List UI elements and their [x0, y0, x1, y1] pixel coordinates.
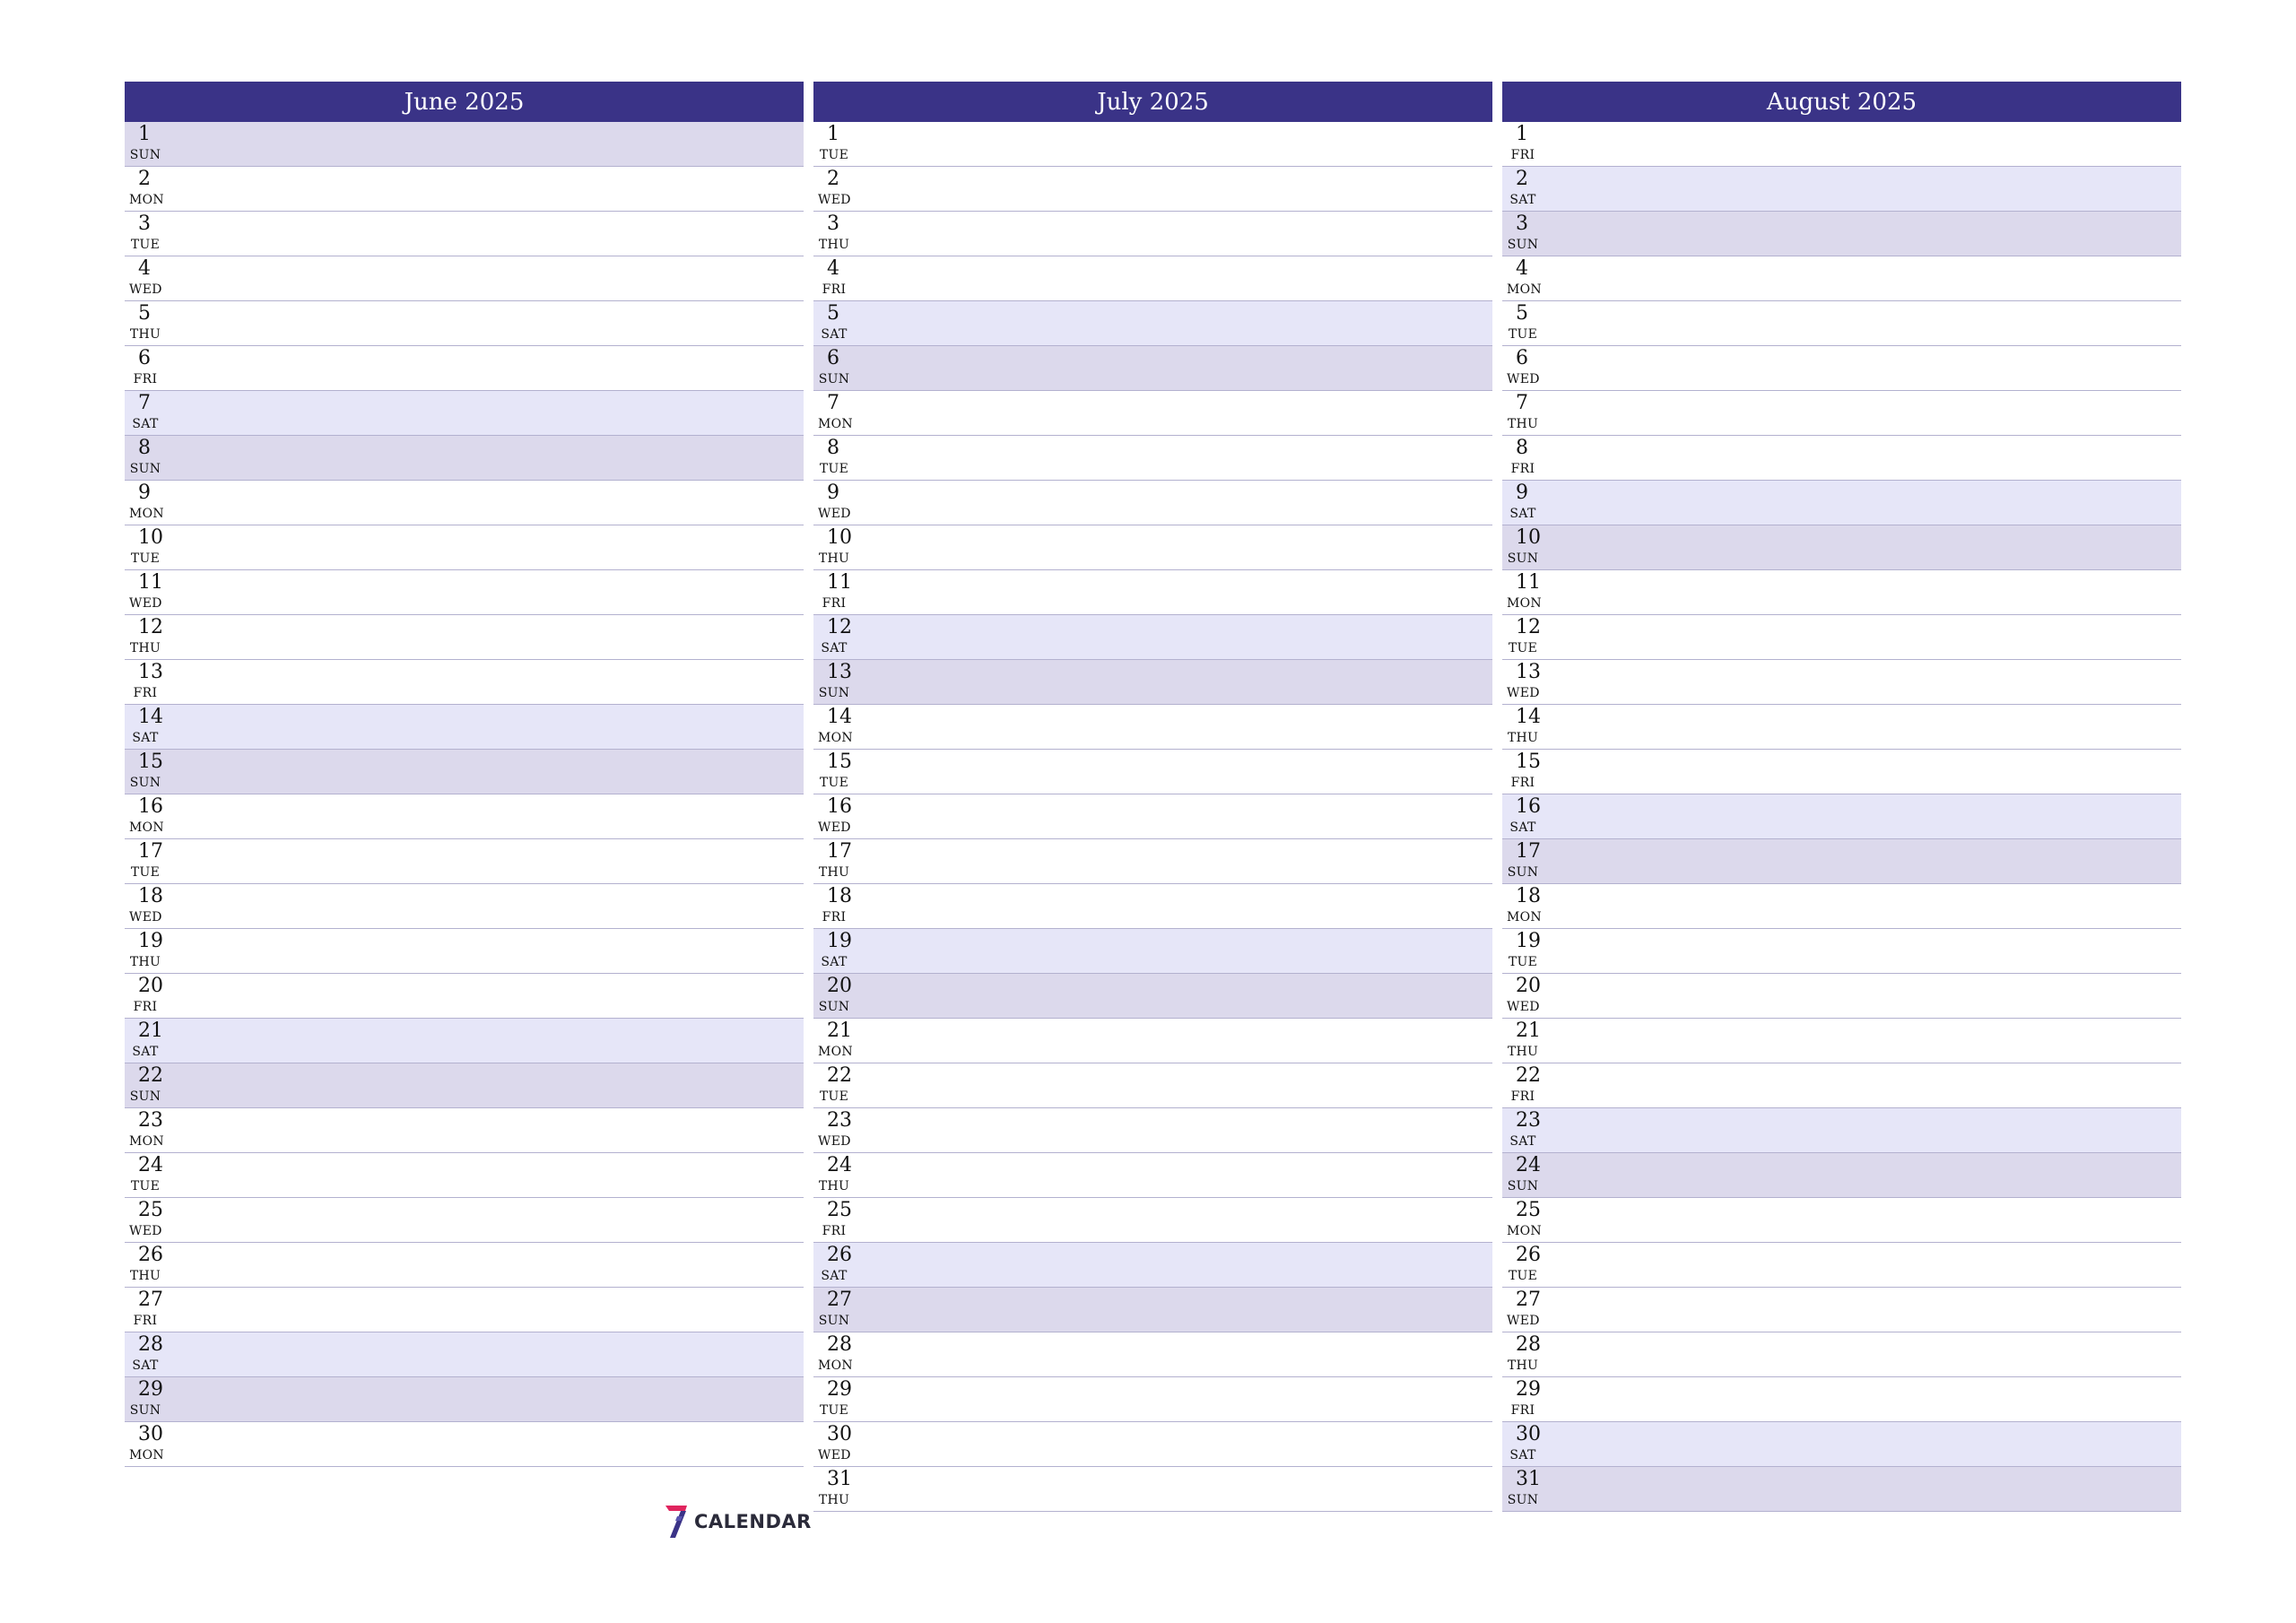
day-of-week: SAT: [821, 955, 848, 969]
day-number: 24: [138, 1154, 163, 1176]
day-number: 11: [827, 571, 852, 594]
day-row: [1502, 346, 2181, 391]
day-row: [813, 615, 1492, 660]
day-of-week: TUE: [819, 1403, 849, 1418]
day-row: [125, 167, 804, 212]
day-number: 14: [827, 706, 852, 728]
day-of-week: MON: [129, 193, 164, 207]
day-row: [813, 794, 1492, 839]
day-row: [813, 167, 1492, 212]
day-row: [125, 481, 804, 525]
day-of-week: THU: [129, 955, 161, 969]
day-of-week: THU: [1507, 1045, 1539, 1059]
day-of-week: SUN: [818, 1000, 850, 1014]
day-of-week: SAT: [821, 1269, 848, 1283]
day-number: 3: [138, 213, 151, 235]
day-of-week: THU: [129, 1269, 161, 1283]
day-row: [813, 1422, 1492, 1467]
month-header: June 2025: [125, 82, 804, 122]
day-number: 16: [138, 795, 163, 818]
day-number: 2: [827, 168, 839, 190]
day-number: 1: [827, 123, 839, 145]
day-of-week: MON: [818, 1358, 853, 1373]
day-of-week: SAT: [1509, 193, 1536, 207]
day-row: [1502, 750, 2181, 794]
day-row: [125, 1332, 804, 1377]
day-of-week: WED: [129, 282, 162, 297]
day-of-week: FRI: [822, 1224, 847, 1238]
day-row: [813, 750, 1492, 794]
day-of-week: SAT: [132, 1045, 159, 1059]
day-row: [813, 212, 1492, 256]
day-number: 10: [827, 526, 852, 549]
day-of-week: WED: [818, 1134, 851, 1149]
day-row: [125, 346, 804, 391]
day-row: [1502, 256, 2181, 301]
day-of-week: FRI: [1510, 776, 1535, 790]
day-row: [813, 436, 1492, 481]
day-row: [125, 929, 804, 974]
day-row: [1502, 660, 2181, 705]
day-row: [125, 794, 804, 839]
day-row: [813, 929, 1492, 974]
day-of-week: TUE: [819, 1089, 849, 1104]
day-of-week: TUE: [130, 238, 161, 252]
day-number: 29: [138, 1378, 163, 1401]
day-of-week: TUE: [819, 462, 849, 476]
day-number: 5: [138, 302, 151, 325]
day-row: [125, 525, 804, 570]
day-number: 6: [138, 347, 151, 369]
day-of-week: WED: [818, 193, 851, 207]
day-of-week: MON: [129, 1134, 164, 1149]
day-row: [813, 481, 1492, 525]
day-number: 6: [1516, 347, 1528, 369]
day-number: 12: [827, 616, 852, 638]
day-of-week: SAT: [1509, 1448, 1536, 1462]
day-row: [813, 705, 1492, 750]
day-number: 18: [138, 885, 163, 907]
day-number: 30: [827, 1423, 852, 1445]
day-of-week: MON: [818, 731, 853, 745]
day-number: 18: [1516, 885, 1541, 907]
day-of-week: WED: [1507, 1314, 1540, 1328]
day-row: [125, 839, 804, 884]
day-of-week: FRI: [133, 1000, 158, 1014]
day-of-week: FRI: [133, 1314, 158, 1328]
day-row: [1502, 1198, 2181, 1243]
day-row: [1502, 391, 2181, 436]
day-of-week: WED: [818, 820, 851, 835]
day-of-week: THU: [818, 1179, 850, 1193]
day-row: [813, 839, 1492, 884]
day-row: [125, 391, 804, 436]
day-of-week: MON: [1507, 596, 1542, 611]
day-of-week: SUN: [129, 1403, 161, 1418]
day-number: 14: [138, 706, 163, 728]
day-number: 17: [138, 840, 163, 863]
day-number: 24: [827, 1154, 852, 1176]
day-row: [1502, 570, 2181, 615]
day-of-week: WED: [818, 507, 851, 521]
day-number: 11: [138, 571, 163, 594]
day-row: [125, 1019, 804, 1063]
day-number: 19: [1516, 930, 1541, 952]
day-number: 6: [827, 347, 839, 369]
day-of-week: FRI: [822, 910, 847, 924]
month-column-june: [125, 82, 804, 1512]
day-of-week: SUN: [1507, 1179, 1539, 1193]
day-row: [1502, 1019, 2181, 1063]
day-number: 31: [827, 1468, 852, 1490]
day-row: [813, 1332, 1492, 1377]
day-number: 16: [1516, 795, 1541, 818]
day-number: 15: [1516, 751, 1541, 773]
day-of-week: FRI: [1510, 1089, 1535, 1104]
day-row: [1502, 929, 2181, 974]
day-number: 3: [827, 213, 839, 235]
day-row: [813, 1288, 1492, 1332]
day-number: 28: [827, 1333, 852, 1356]
day-number: 13: [1516, 661, 1541, 683]
day-of-week: MON: [818, 1045, 853, 1059]
day-number: 24: [1516, 1154, 1541, 1176]
day-row: [125, 974, 804, 1019]
day-of-week: TUE: [130, 1179, 161, 1193]
day-row: [813, 346, 1492, 391]
day-of-week: MON: [818, 417, 853, 431]
day-row: [1502, 212, 2181, 256]
day-of-week: SAT: [132, 731, 159, 745]
day-number: 13: [827, 661, 852, 683]
seven-logo-icon: [664, 1504, 689, 1540]
day-number: 22: [827, 1064, 852, 1087]
day-number: 22: [1516, 1064, 1541, 1087]
day-row: [1502, 1288, 2181, 1332]
day-of-week: SUN: [129, 776, 161, 790]
day-number: 26: [1516, 1244, 1541, 1266]
day-of-week: THU: [818, 865, 850, 880]
day-row: [1502, 884, 2181, 929]
day-number: 26: [138, 1244, 163, 1266]
day-row: [1502, 1332, 2181, 1377]
day-of-week: SAT: [132, 417, 159, 431]
day-of-week: TUE: [1508, 955, 1538, 969]
day-of-week: WED: [1507, 686, 1540, 700]
day-number: 2: [1516, 168, 1528, 190]
day-row: [1502, 1377, 2181, 1422]
day-number: 20: [827, 975, 852, 997]
day-row: [125, 212, 804, 256]
day-of-week: SUN: [129, 462, 161, 476]
day-of-week: TUE: [1508, 327, 1538, 342]
day-row: [1502, 1467, 2181, 1512]
day-row: [813, 1467, 1492, 1512]
day-row: [125, 705, 804, 750]
logo-text: CALENDAR: [694, 1511, 812, 1532]
calendar-columns: [125, 82, 2182, 1512]
day-of-week: SUN: [818, 1314, 850, 1328]
day-number: 7: [827, 392, 839, 414]
day-of-week: SAT: [1509, 820, 1536, 835]
day-number: 1: [1516, 123, 1528, 145]
day-of-week: SUN: [818, 372, 850, 386]
day-row: [1502, 436, 2181, 481]
day-row: [813, 660, 1492, 705]
day-row: [813, 122, 1492, 167]
day-number: 15: [827, 751, 852, 773]
day-row: [1502, 122, 2181, 167]
day-row: [1502, 1063, 2181, 1108]
day-number: 23: [138, 1109, 163, 1132]
day-of-week: TUE: [130, 551, 161, 566]
day-of-week: THU: [129, 641, 161, 655]
day-row: [125, 256, 804, 301]
day-number: 4: [138, 257, 151, 280]
day-number: 7: [138, 392, 151, 414]
day-row: [1502, 794, 2181, 839]
day-row: [125, 436, 804, 481]
day-row: [125, 1377, 804, 1422]
day-of-week: TUE: [819, 776, 849, 790]
day-row: [1502, 1422, 2181, 1467]
day-number: 19: [138, 930, 163, 952]
day-row: [1502, 705, 2181, 750]
day-number: 12: [138, 616, 163, 638]
day-number: 8: [1516, 437, 1528, 459]
day-number: 11: [1516, 571, 1541, 594]
day-row: [813, 301, 1492, 346]
day-number: 20: [1516, 975, 1541, 997]
day-number: 25: [138, 1199, 163, 1221]
day-of-week: SAT: [821, 327, 848, 342]
day-row: [125, 301, 804, 346]
day-of-week: FRI: [133, 686, 158, 700]
day-of-week: THU: [818, 551, 850, 566]
day-row: [125, 1153, 804, 1198]
day-number: 21: [1516, 1020, 1541, 1042]
day-of-week: MON: [1507, 1224, 1542, 1238]
day-row: [813, 525, 1492, 570]
day-row: [1502, 301, 2181, 346]
day-number: 19: [827, 930, 852, 952]
day-of-week: SUN: [129, 1089, 161, 1104]
day-number: 16: [827, 795, 852, 818]
day-number: 8: [138, 437, 151, 459]
day-number: 28: [1516, 1333, 1541, 1356]
day-row: [813, 1153, 1492, 1198]
day-row: [125, 1243, 804, 1288]
day-number: 27: [138, 1289, 163, 1311]
day-number: 14: [1516, 706, 1541, 728]
day-row: [813, 1108, 1492, 1153]
day-number: 10: [138, 526, 163, 549]
day-number: 21: [827, 1020, 852, 1042]
day-of-week: WED: [129, 1224, 162, 1238]
day-number: 17: [827, 840, 852, 863]
day-of-week: THU: [1507, 731, 1539, 745]
day-row: [813, 570, 1492, 615]
day-row: [1502, 481, 2181, 525]
day-number: 5: [827, 302, 839, 325]
day-number: 23: [827, 1109, 852, 1132]
day-row: [813, 1198, 1492, 1243]
day-number: 18: [827, 885, 852, 907]
month-header: July 2025: [813, 82, 1492, 122]
day-row: [125, 660, 804, 705]
day-of-week: SAT: [132, 1358, 159, 1373]
day-row: [125, 122, 804, 167]
day-of-week: WED: [818, 1448, 851, 1462]
day-number: 29: [1516, 1378, 1541, 1401]
day-number: 17: [1516, 840, 1541, 863]
day-of-week: TUE: [130, 865, 161, 880]
day-row: [813, 884, 1492, 929]
day-number: 15: [138, 751, 163, 773]
day-number: 10: [1516, 526, 1541, 549]
day-number: 25: [1516, 1199, 1541, 1221]
day-row: [1502, 615, 2181, 660]
day-row: [125, 1198, 804, 1243]
day-of-week: MON: [129, 820, 164, 835]
day-row: [1502, 525, 2181, 570]
month-column-august: [1502, 82, 2181, 1512]
day-number: 28: [138, 1333, 163, 1356]
day-of-week: SAT: [1509, 1134, 1536, 1149]
day-number: 20: [138, 975, 163, 997]
day-of-week: MON: [1507, 282, 1542, 297]
day-of-week: THU: [1507, 1358, 1539, 1373]
brand-logo: [664, 1504, 812, 1540]
day-row: [813, 1019, 1492, 1063]
day-of-week: FRI: [1510, 1403, 1535, 1418]
day-of-week: MON: [129, 1448, 164, 1462]
day-of-week: SAT: [1509, 507, 1536, 521]
month-header: August 2025: [1502, 82, 2181, 122]
day-of-week: TUE: [819, 148, 849, 162]
day-of-week: SUN: [1507, 1493, 1539, 1507]
day-number: 27: [827, 1289, 852, 1311]
day-of-week: WED: [129, 910, 162, 924]
day-number: 4: [827, 257, 839, 280]
day-number: 5: [1516, 302, 1528, 325]
day-number: 21: [138, 1020, 163, 1042]
day-of-week: THU: [818, 238, 850, 252]
day-row: [125, 1422, 804, 1467]
day-list: [125, 122, 804, 1467]
day-row: [813, 1243, 1492, 1288]
day-of-week: FRI: [133, 372, 158, 386]
day-row: [125, 750, 804, 794]
day-row: [125, 884, 804, 929]
day-number: 12: [1516, 616, 1541, 638]
day-row: [1502, 1108, 2181, 1153]
day-of-week: WED: [1507, 1000, 1540, 1014]
day-of-week: SUN: [1507, 238, 1539, 252]
day-number: 25: [827, 1199, 852, 1221]
day-of-week: WED: [1507, 372, 1540, 386]
day-of-week: WED: [129, 596, 162, 611]
day-number: 13: [138, 661, 163, 683]
day-row: [813, 1377, 1492, 1422]
day-number: 7: [1516, 392, 1528, 414]
day-of-week: THU: [818, 1493, 850, 1507]
day-row: [1502, 839, 2181, 884]
day-row: [125, 1108, 804, 1153]
day-of-week: SUN: [129, 148, 161, 162]
day-of-week: MON: [129, 507, 164, 521]
month-column-july: [813, 82, 1492, 1512]
day-of-week: TUE: [1508, 641, 1538, 655]
day-number: 31: [1516, 1468, 1541, 1490]
day-row: [1502, 974, 2181, 1019]
day-number: 2: [138, 168, 151, 190]
day-number: 27: [1516, 1289, 1541, 1311]
day-of-week: FRI: [822, 596, 847, 611]
day-of-week: MON: [1507, 910, 1542, 924]
day-list: [1502, 122, 2181, 1512]
day-number: 9: [1516, 482, 1528, 504]
day-of-week: THU: [1507, 417, 1539, 431]
day-row: [125, 1288, 804, 1332]
day-row: [1502, 167, 2181, 212]
day-of-week: FRI: [1510, 148, 1535, 162]
day-of-week: THU: [129, 327, 161, 342]
day-of-week: FRI: [1510, 462, 1535, 476]
day-row: [1502, 1153, 2181, 1198]
day-list: [813, 122, 1492, 1512]
day-of-week: TUE: [1508, 1269, 1538, 1283]
day-number: 3: [1516, 213, 1528, 235]
day-row: [125, 570, 804, 615]
day-number: 23: [1516, 1109, 1541, 1132]
day-row: [813, 391, 1492, 436]
day-row: [813, 256, 1492, 301]
day-number: 29: [827, 1378, 852, 1401]
day-row: [1502, 1243, 2181, 1288]
day-number: 9: [138, 482, 151, 504]
day-number: 30: [138, 1423, 163, 1445]
day-of-week: SUN: [1507, 551, 1539, 566]
day-number: 26: [827, 1244, 852, 1266]
day-row: [125, 615, 804, 660]
day-row: [813, 974, 1492, 1019]
day-of-week: SAT: [821, 641, 848, 655]
day-of-week: SUN: [1507, 865, 1539, 880]
day-of-week: SUN: [818, 686, 850, 700]
day-of-week: FRI: [822, 282, 847, 297]
day-row: [813, 1063, 1492, 1108]
day-number: 30: [1516, 1423, 1541, 1445]
day-number: 22: [138, 1064, 163, 1087]
day-number: 1: [138, 123, 151, 145]
day-number: 8: [827, 437, 839, 459]
day-row: [125, 1063, 804, 1108]
day-number: 4: [1516, 257, 1528, 280]
day-number: 9: [827, 482, 839, 504]
